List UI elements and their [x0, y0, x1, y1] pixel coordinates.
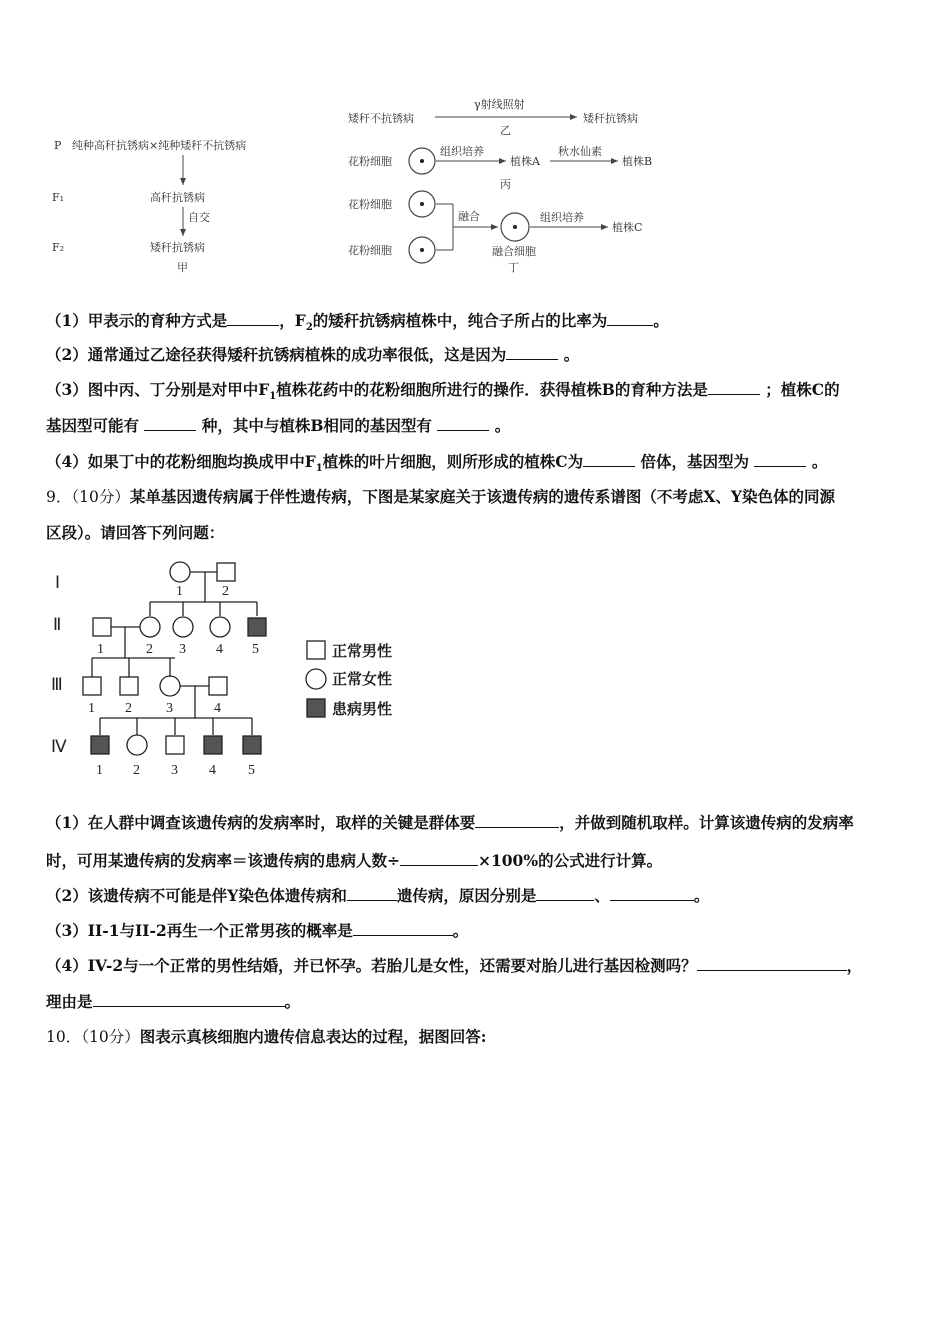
q8-part2: （2）通常通过乙途径获得矮秆抗锈病植株的成功率很低，这是因为 。	[46, 345, 580, 364]
blank[interactable]	[144, 416, 196, 431]
pollen-ding-1: 花粉细胞	[348, 198, 392, 211]
q9-part1-cont: 时，可用某遗传病的发病率＝该遗传病的患病人数÷ ×100%的公式进行计算。	[46, 851, 663, 870]
g2-num-2: 2	[146, 642, 153, 657]
legend-normal-female: 正常女性	[332, 670, 393, 688]
q9-stem-2: 区段）。请回答下列问题：	[46, 523, 225, 542]
g4-num-1: 1	[96, 763, 103, 778]
pedigree-chart	[45, 555, 415, 785]
f1-label: F₁	[52, 191, 65, 204]
yi-label: 乙	[500, 124, 511, 137]
q9-part1: （1）在人群中调查该遗传病的发病率时，取样的关键是群体要 ，并做到随机取样。计算该遗传病的发病率	[46, 813, 854, 832]
f1-text: 高秆抗锈病	[150, 191, 205, 204]
g2-num-1: 1	[97, 642, 104, 657]
colchicine-label: 秋水仙素	[558, 145, 602, 158]
q9-number: 9．（10分）	[46, 488, 130, 506]
tissue-culture-bing: 组织培养	[440, 145, 484, 158]
diagram-jia	[40, 130, 330, 280]
legend-normal-male: 正常男性	[332, 642, 393, 660]
blank[interactable]	[610, 886, 694, 901]
blank[interactable]	[93, 992, 285, 1007]
g1-num-2: 2	[222, 584, 229, 599]
blank[interactable]	[607, 311, 653, 326]
plant-c: 植株C	[612, 221, 643, 234]
blank[interactable]	[506, 345, 558, 360]
f2-label: F₂	[52, 241, 65, 254]
q8-part1: （1）甲表示的育种方式是 ，$F_2$的矮秆抗锈病植株中，纯合子所占的比率为 。	[46, 311, 669, 334]
g4-num-5: 5	[248, 763, 255, 778]
gen-label-4: Ⅳ	[51, 737, 67, 756]
f2-text: 矮秆抗锈病	[150, 241, 205, 254]
blank[interactable]	[475, 813, 559, 828]
g4-num-3: 3	[171, 763, 178, 778]
p-label: P	[54, 139, 62, 152]
yi-arrow-label: γ射线照射	[474, 98, 525, 111]
blank[interactable]	[227, 311, 279, 326]
fused-cell-label: 融合细胞	[492, 245, 536, 258]
q9-part4-cont: 理由是 。	[46, 992, 301, 1011]
g2-num-3: 3	[179, 642, 186, 657]
g3-num-3: 3	[166, 701, 173, 716]
blank[interactable]	[437, 416, 489, 431]
q9-stem-1: 9．（10分）某单基因遗传病属于伴性遗传病，下图是某家庭关于该遗传病的遗传系谱图（不考虑X、Y染色体的同源	[46, 487, 835, 506]
q10-number: 10．（10分）	[46, 1028, 140, 1046]
tissue-culture-ding: 组织培养	[540, 211, 584, 224]
gen-label-1: Ⅰ	[55, 573, 61, 592]
g4-num-2: 2	[133, 763, 140, 778]
diagram-yi-bing-ding	[340, 95, 700, 280]
q8-part3-cont: 基因型可能有 种，其中与植株B相同的基因型有 。	[46, 416, 511, 435]
fusion-label: 融合	[458, 210, 480, 223]
g2-num-4: 4	[216, 642, 223, 657]
g1-num-1: 1	[176, 584, 183, 599]
g4-num-4: 4	[209, 763, 216, 778]
q8-part4: （4）如果丁中的花粉细胞均换成甲中$F_1$植株的叶片细胞，则所形成的植株C为 倍体，基因型为 。	[46, 452, 828, 475]
q9-part2: （2）该遗传病不可能是伴Y染色体遗传病和 遗传病，原因分别是 、 。	[46, 886, 710, 905]
pollen-ding-2: 花粉细胞	[348, 244, 392, 257]
gen-label-2: Ⅱ	[53, 615, 62, 634]
g3-num-4: 4	[214, 701, 221, 716]
jia-label: 甲	[177, 261, 188, 274]
selfing-label: 自交	[188, 211, 210, 224]
q9-part4: （4）IV-2与一个正常的男性结婚，并已怀孕。若胎儿是女性，还需要对胎儿进行基因检测吗？ ，	[46, 956, 863, 975]
g2-num-5: 5	[252, 642, 259, 657]
g3-num-2: 2	[125, 701, 132, 716]
blank[interactable]	[400, 851, 478, 866]
g3-num-1: 1	[88, 701, 95, 716]
ding-label: 丁	[508, 261, 519, 274]
legend-affected-male: 患病男性	[332, 700, 393, 718]
blank[interactable]	[708, 380, 760, 395]
blank[interactable]	[697, 956, 847, 971]
blank[interactable]	[353, 921, 453, 936]
q10-stem: 10．（10分）图表示真核细胞内遗传信息表达的过程，据图回答:	[46, 1027, 487, 1046]
blank[interactable]	[536, 886, 594, 901]
yi-to: 矮秆抗锈病	[583, 112, 638, 125]
gen-label-3: Ⅲ	[51, 675, 63, 694]
p-cross: 纯种高秆抗锈病×纯种矮秆不抗锈病	[72, 139, 247, 152]
pollen-bing: 花粉细胞	[348, 155, 392, 168]
blank[interactable]	[347, 886, 397, 901]
q8-part3: （3）图中丙、丁分别是对甲中$F_1$植株花药中的花粉细胞所进行的操作．获得植株B的育种方法是 ；植株C的	[46, 380, 840, 403]
blank[interactable]	[583, 452, 635, 467]
bing-label: 丙	[500, 178, 511, 191]
yi-from: 矮秆不抗锈病	[348, 112, 414, 125]
plant-a: 植株A	[510, 155, 540, 168]
plant-b: 植株B	[622, 155, 653, 168]
q9-part3: （3）II-1与II-2再生一个正常男孩的概率是 。	[46, 921, 469, 940]
blank[interactable]	[754, 452, 806, 467]
